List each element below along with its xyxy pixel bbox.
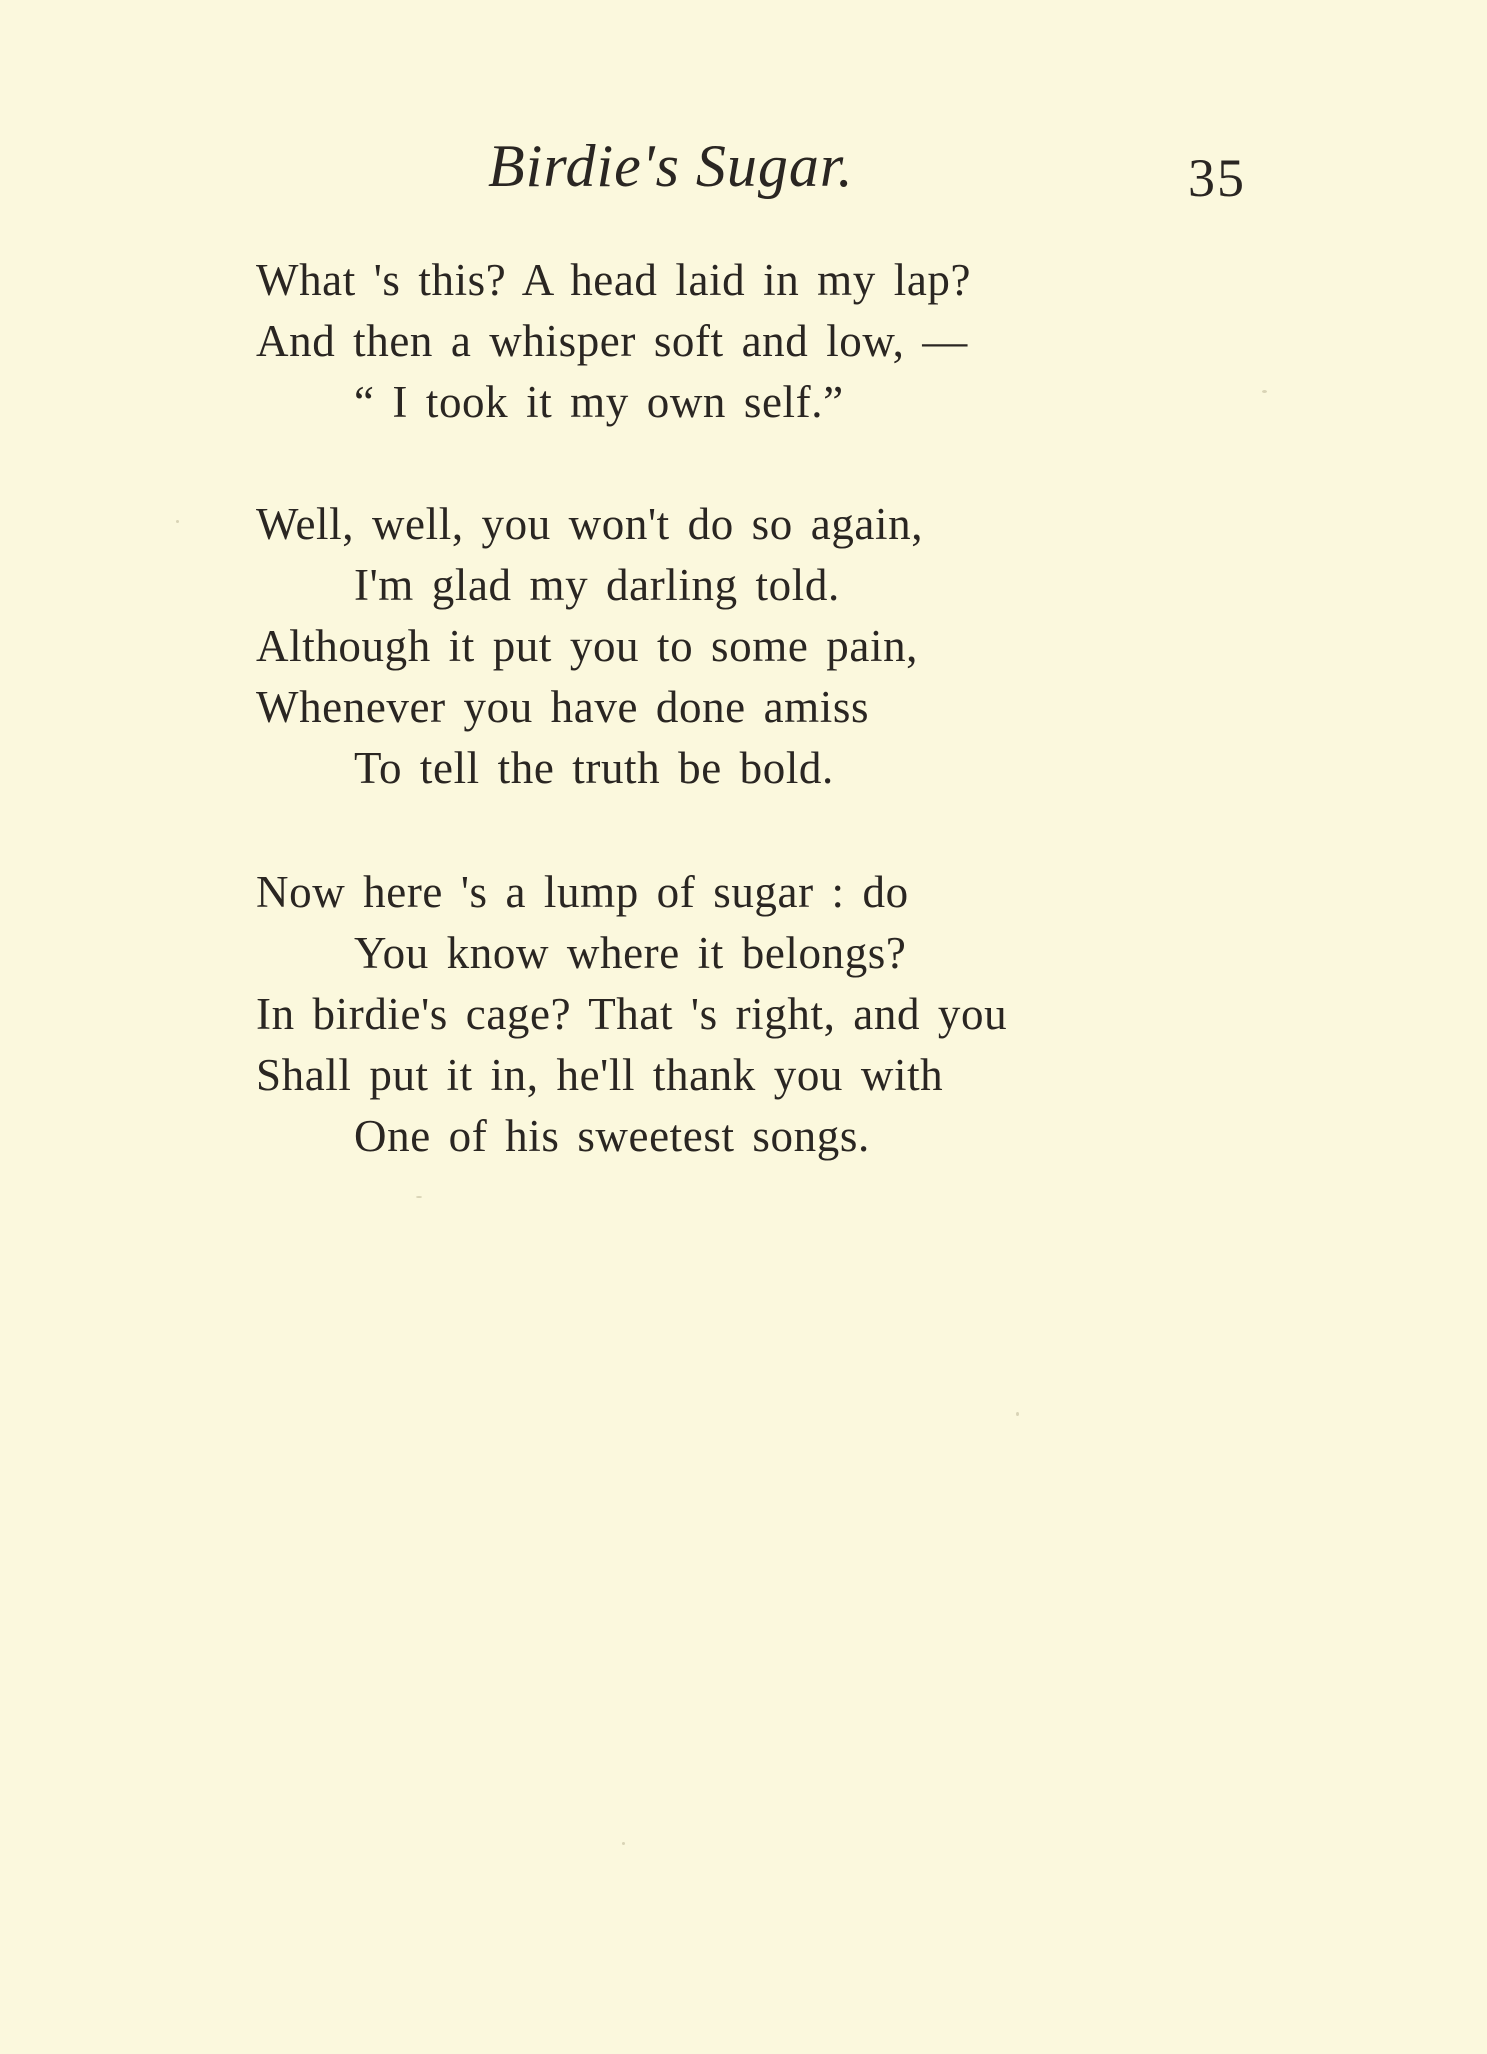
poem-line: One of his sweetest songs. (354, 1111, 870, 1161)
page-number: 35 (1188, 148, 1246, 208)
paper-speck (176, 520, 179, 523)
paper-speck (622, 1842, 625, 1845)
paper-speck (416, 1196, 422, 1198)
poem-line: And then a whisper soft and low, — (256, 316, 968, 366)
poem-line: What 's this? A head laid in my lap? (256, 255, 972, 305)
poem-line: “ I took it my own self.” (354, 377, 844, 427)
poem-line: Although it put you to some pain, (256, 621, 919, 671)
poem-line: Now here 's a lump of sugar : do (256, 867, 909, 917)
poem-line: To tell the truth be bold. (354, 743, 834, 793)
poem-line: You know where it belongs? (354, 928, 907, 978)
paper-speck (1262, 390, 1267, 393)
poem-line: In birdie's cage? That 's right, and you (256, 989, 1008, 1039)
poem-line: Shall put it in, he'll thank you with (256, 1050, 944, 1100)
poem-line: Whenever you have done amiss (256, 682, 870, 732)
poem-line: Well, well, you won't do so again, (256, 499, 924, 549)
paper-speck (1016, 1412, 1019, 1416)
poem-line: I'm glad my darling told. (354, 560, 840, 610)
running-title: Birdie's Sugar. (488, 133, 854, 199)
